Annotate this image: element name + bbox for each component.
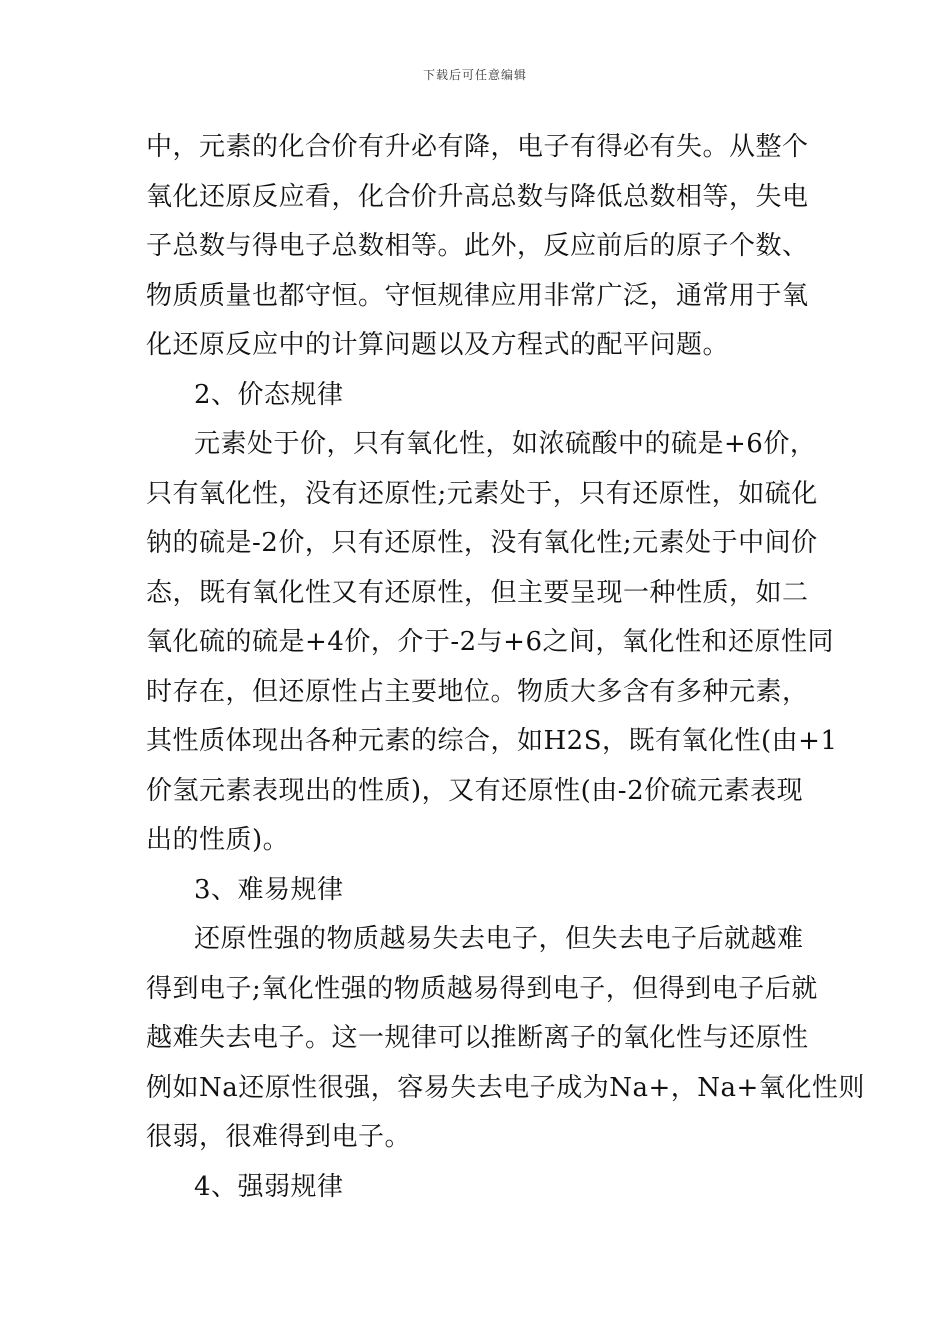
section-heading: 2、价态规律: [194, 379, 344, 410]
text-line: 元素处于价，只有氧化性，如浓硫酸中的硫是+6价，: [194, 429, 817, 459]
text-line: 出的性质)。: [146, 825, 290, 855]
text-line: 氧化硫的硫是+4价，介于-2与+6之间，氧化性和还原性同: [146, 627, 834, 657]
text-line: 越难失去电子。这一规律可以推断离子的氧化性与还原性: [146, 1023, 809, 1053]
text-line: 态，既有氧化性又有还原性，但主要呈现一种性质，如二: [146, 577, 809, 608]
page-header-note: 下载后可任意编辑: [422, 68, 527, 82]
text-line: 很弱，很难得到电子。: [146, 1122, 412, 1152]
text-line: 氧化还原反应看，化合价升高总数与降低总数相等，失电: [146, 181, 809, 212]
text-line: 时存在，但还原性占主要地位。物质大多含有多种元素，: [146, 676, 809, 707]
text-line: 化还原反应中的计算问题以及方程式的配平问题。: [146, 330, 730, 360]
text-line: 价氢元素表现出的性质)，又有还原性(由-2价硫元素表现: [146, 775, 804, 806]
text-line: 其性质体现出各种元素的综合，如H2S，既有氧化性(由+1: [146, 726, 838, 756]
section-heading: 4、强弱规律: [194, 1171, 344, 1202]
document-body: [146, 123, 865, 1212]
text-line: 还原性强的物质越易失去电子，但失去电子后就越难: [194, 924, 804, 954]
text-line: 得到电子;氧化性强的物质越易得到电子，但得到电子后就: [146, 973, 818, 1004]
text-line: 中，元素的化合价有升必有降，电子有得必有失。从整个: [146, 132, 809, 162]
text-line: 例如Na还原性很强，容易失去电子成为Na+，Na+氧化性则: [146, 1072, 865, 1103]
text-line: 钠的硫是-2价，只有还原性，没有氧化性;元素处于中间价: [146, 528, 818, 558]
text-line: 只有氧化性，没有还原性;元素处于，只有还原性，如硫化: [146, 478, 818, 509]
text-line: 物质质量也都守恒。守恒规律应用非常广泛，通常用于氧: [146, 280, 809, 311]
section-heading: 3、难易规律: [194, 874, 344, 905]
text-line: 子总数与得电子总数相等。此外，反应前后的原子个数、: [146, 231, 809, 261]
